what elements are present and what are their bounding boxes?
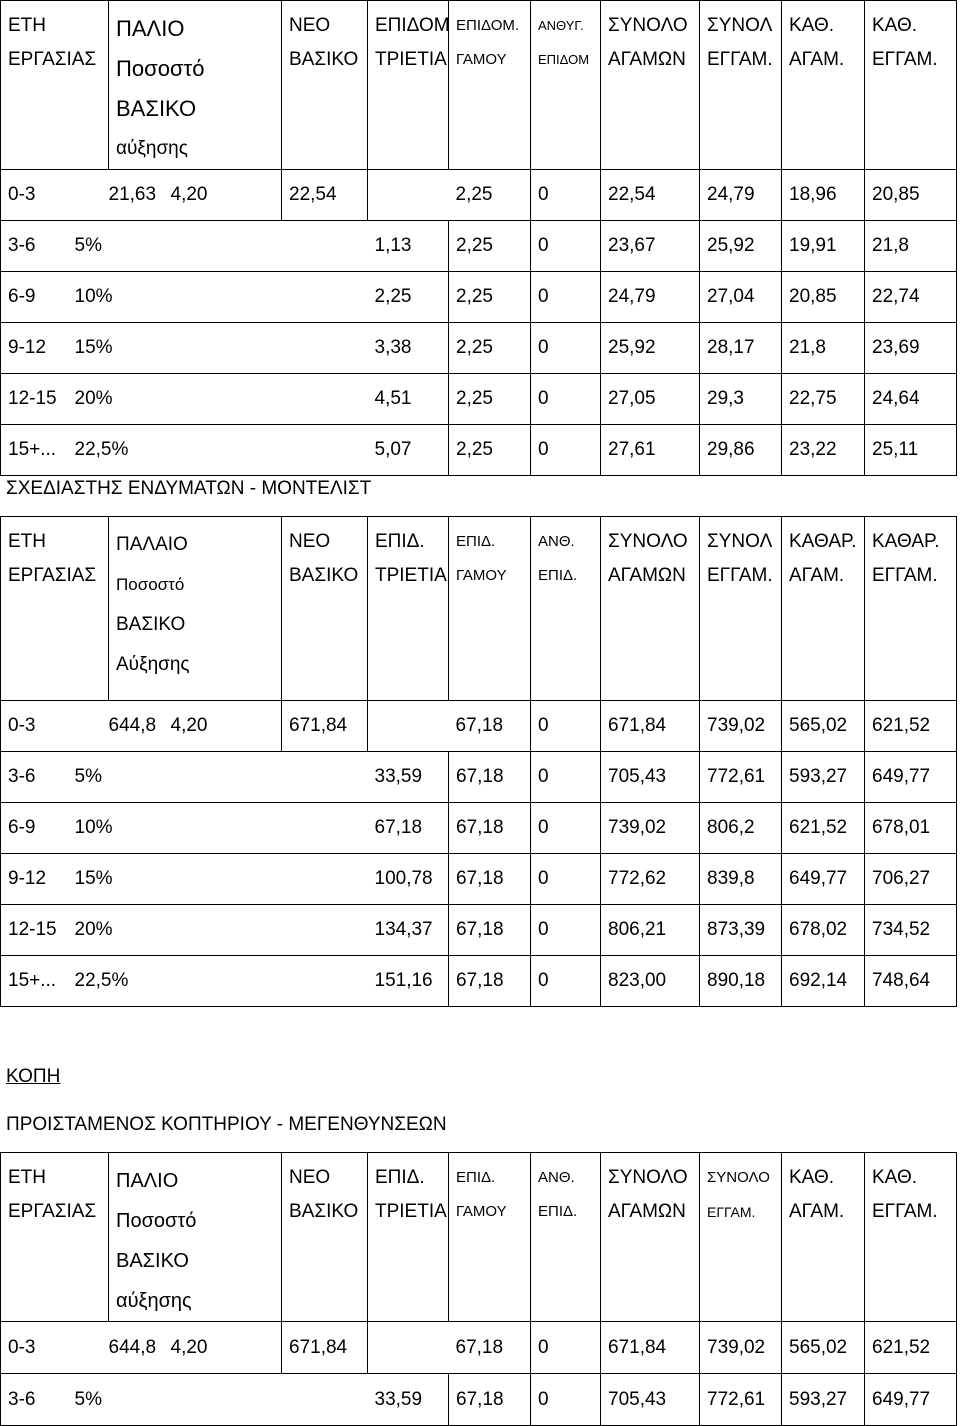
- table-cell: 748,64: [865, 956, 957, 1007]
- table-row: [1, 803, 957, 854]
- table-cell: 2,25: [368, 272, 449, 323]
- table-cell: 25,11: [865, 425, 957, 476]
- table-cell: 823,00: [601, 956, 700, 1007]
- table-cell: [282, 374, 368, 425]
- header-line: Αύξησης: [116, 654, 190, 675]
- table-cell: 15+...: [1, 956, 109, 1007]
- table-cell: 692,14: [782, 956, 865, 1007]
- old-basic-value: 22,5%: [74, 970, 129, 991]
- table-cell: 18,96: [782, 170, 865, 221]
- header-line: ΒΑΣΙΚΟ: [116, 96, 197, 121]
- table-cell: 27,05: [601, 374, 700, 425]
- table-cell: 739,02: [700, 1322, 782, 1374]
- table-cell: 67,18: [449, 752, 531, 803]
- table-cell: 151,16: [368, 956, 449, 1007]
- table-cell: 29,3: [700, 374, 782, 425]
- table-cell: 20,85: [782, 272, 865, 323]
- table-cell: 21,8: [865, 221, 957, 272]
- new-basic-header: [282, 517, 368, 701]
- table-cell: 0: [531, 854, 601, 905]
- table-cell: 0-3: [1, 1322, 109, 1374]
- section-title-kopi: ΚΟΠΗ: [6, 1066, 61, 1087]
- marriage-allowance-header: [449, 1153, 531, 1322]
- section-heading-designer: ΣΧΕΔΙΑΣΤΗΣ ΕΝΔΥΜΑΤΩΝ - ΜΟΝΤΕΛΙΣΤ: [6, 478, 372, 499]
- header-line: Ποσοστό: [116, 56, 205, 81]
- table-row: [1, 854, 957, 905]
- table-cell: 67,18: [449, 803, 531, 854]
- header-line: ΕΓΓΑΜ.: [872, 49, 938, 70]
- table-cell: 67,18: [368, 803, 449, 854]
- header-line: ΚΑΘΑΡ.: [789, 531, 857, 552]
- header-line: ΣΥΝΟΛ: [707, 531, 773, 552]
- old-basic-value: 20%: [74, 388, 113, 409]
- table-cell: 739,02: [601, 803, 700, 854]
- table-cell: 3-6: [1, 1374, 109, 1426]
- table-cell: 706,27: [865, 854, 957, 905]
- table-cell: 0-3: [1, 701, 109, 752]
- years-header: [1, 517, 109, 701]
- header-line: Ποσοστό: [116, 575, 185, 594]
- header-line: ΒΑΣΙΚΟ: [289, 49, 359, 70]
- table-cell: 0: [531, 752, 601, 803]
- header-line: ΓΑΜΟΥ: [456, 51, 507, 68]
- table-cell: 678,02: [782, 905, 865, 956]
- header-line: ΑΓΑΜ.: [789, 1201, 845, 1222]
- header-line: ΕΓΓΑΜ.: [707, 1204, 756, 1220]
- header-line: ΑΓΑΜ.: [789, 565, 845, 586]
- table-cell: 28,17: [700, 323, 782, 374]
- header-line: ΕΠΙΔΟΜ.: [456, 17, 520, 34]
- old-basic-value: 20%: [74, 919, 113, 940]
- header-line: Ποσοστό: [116, 1210, 197, 1232]
- table-cell: 649,77: [865, 752, 957, 803]
- table-row: [1, 374, 957, 425]
- old-basic-value: 15%: [74, 337, 113, 358]
- table-cell: 22,75: [782, 374, 865, 425]
- header-line: ΕΤΗ: [8, 1167, 46, 1188]
- table-cell: 806,21: [601, 905, 700, 956]
- table-cell: 24,64: [865, 374, 957, 425]
- old-basic-cell: [74, 374, 282, 425]
- table-cell: 2,25: [449, 221, 531, 272]
- table-cell: 25,92: [700, 221, 782, 272]
- old-basic-cell: [74, 803, 282, 854]
- trietia-header: [368, 1, 449, 170]
- net-single-header: [782, 1153, 865, 1322]
- table-cell: [282, 956, 368, 1007]
- table-cell: 621,52: [865, 701, 957, 752]
- table-cell: 4,51: [368, 374, 449, 425]
- header-line: ΚΑΘΑΡ.: [872, 531, 940, 552]
- years-header: [1, 1, 109, 170]
- header-line: ΕΤΗ: [8, 15, 46, 36]
- increase-percent-value: 4,20: [170, 1336, 208, 1358]
- old-basic-cell: [109, 701, 282, 752]
- net-single-header: [782, 1, 865, 170]
- header-line: ΚΑΘ.: [872, 15, 918, 36]
- old-basic-value: 5%: [74, 766, 102, 787]
- table-cell: 23,67: [601, 221, 700, 272]
- header-line: ΣΥΝΟΛΟ: [608, 15, 688, 36]
- header-line: ΕΠΙΔ.: [456, 533, 496, 550]
- old-basic-cell: [74, 1374, 282, 1426]
- table-cell: 22,74: [865, 272, 957, 323]
- header-line: ΕΡΓΑΣΙΑΣ: [8, 565, 97, 586]
- old-basic-value: 644,8: [108, 1336, 157, 1358]
- table-cell: 0: [531, 425, 601, 476]
- table-cell: 33,59: [368, 1374, 449, 1426]
- total-married-header: [700, 517, 782, 701]
- table-cell: [368, 1322, 449, 1374]
- table-cell: 67,18: [449, 956, 531, 1007]
- unhealthy-allowance-header: [531, 1, 601, 170]
- table-cell: 27,04: [700, 272, 782, 323]
- table-cell: 33,59: [368, 752, 449, 803]
- table-cell: [368, 701, 449, 752]
- header-line: ΑΝΘ.: [538, 533, 575, 550]
- header-line: ΣΥΝΟΛΟ: [608, 1167, 688, 1188]
- header-line: ΒΑΣΙΚΟ: [116, 614, 186, 635]
- header-line: ΒΑΣΙΚΟ: [116, 1250, 189, 1272]
- table-cell: 772,62: [601, 854, 700, 905]
- table-cell: 22,54: [282, 170, 368, 221]
- header-line: ΠΑΛΙΟ: [116, 16, 185, 41]
- old-basic-header: [109, 1153, 282, 1322]
- table-cell: 15+...: [1, 425, 109, 476]
- increase-percent-value: 4,20: [170, 184, 208, 205]
- header-line: ΚΑΘ.: [789, 15, 835, 36]
- new-basic-header: [282, 1, 368, 170]
- section-heading-cutting-supervisor: ΠΡΟΙΣΤΑΜΕΝΟΣ ΚΟΠΤΗΡΙΟΥ - ΜΕΓΕΝΘΥΝΣΕΩΝ: [6, 1114, 447, 1135]
- table-cell: [282, 905, 368, 956]
- header-line: ΑΓΑΜΩΝ: [608, 565, 686, 586]
- table-cell: 649,77: [865, 1374, 957, 1426]
- table-cell: 0: [531, 170, 601, 221]
- header-line: αύξησης: [116, 1290, 192, 1312]
- header-line: ΑΝΘ.: [538, 1169, 575, 1186]
- table-cell: 2,25: [449, 323, 531, 374]
- old-basic-value: 10%: [74, 817, 113, 838]
- table-row: [1, 1322, 957, 1374]
- table-cell: 67,18: [449, 854, 531, 905]
- increase-percent-value: 4,20: [170, 715, 208, 736]
- table-row: [1, 905, 957, 956]
- table-cell: [282, 854, 368, 905]
- header-line: ΕΓΓΑΜ.: [872, 1201, 938, 1222]
- header-line: ΕΠΙΔΟΜ: [375, 15, 450, 36]
- salary-table-2: [0, 516, 957, 1007]
- table-cell: 593,27: [782, 752, 865, 803]
- header-line: ΕΓΓΑΜ.: [707, 49, 773, 70]
- table-row: [1, 701, 957, 752]
- table-cell: 67,18: [449, 1374, 531, 1426]
- table-cell: 9-12: [1, 854, 109, 905]
- header-line: ΕΠΙΔ.: [375, 531, 425, 552]
- old-basic-value: 21,63: [108, 184, 157, 205]
- table-cell: 1,13: [368, 221, 449, 272]
- new-basic-header: [282, 1153, 368, 1322]
- header-line: ΤΡΙΕΤΙΑ: [375, 565, 447, 586]
- old-basic-cell: [74, 752, 282, 803]
- table-cell: 23,69: [865, 323, 957, 374]
- table-cell: 5,07: [368, 425, 449, 476]
- old-basic-value: 5%: [74, 235, 102, 256]
- header-line: ΓΑΜΟΥ: [456, 1203, 507, 1220]
- table-cell: 671,84: [282, 1322, 368, 1374]
- header-line: ΑΓΑΜ.: [789, 49, 845, 70]
- table-row: [1, 170, 957, 221]
- header-line: ΑΝΘΥΓ.: [538, 18, 584, 33]
- old-basic-value: 22,5%: [74, 439, 129, 460]
- old-basic-cell: [109, 170, 282, 221]
- table-cell: 23,22: [782, 425, 865, 476]
- header-line: ΕΡΓΑΣΙΑΣ: [8, 49, 97, 70]
- table-row: [1, 1374, 957, 1426]
- table-cell: [282, 752, 368, 803]
- header-line: ΚΑΘ.: [872, 1167, 918, 1188]
- marriage-allowance-header: [449, 1, 531, 170]
- header-line: ΤΡΙΕΤΙΑ: [375, 1201, 447, 1222]
- table-cell: [282, 221, 368, 272]
- table-cell: 0: [531, 1374, 601, 1426]
- old-basic-value: 15%: [74, 868, 113, 889]
- table-header-row: [1, 1153, 957, 1322]
- table-cell: [282, 803, 368, 854]
- net-single-header: [782, 517, 865, 701]
- table-cell: 22,54: [601, 170, 700, 221]
- table-cell: 565,02: [782, 1322, 865, 1374]
- table-cell: 705,43: [601, 1374, 700, 1426]
- net-married-header: [865, 517, 957, 701]
- table-cell: 2,25: [449, 170, 531, 221]
- header-line: ΠΑΛΑΙΟ: [116, 534, 188, 555]
- table-cell: [282, 323, 368, 374]
- salary-table-1: [0, 0, 957, 476]
- table-cell: 3-6: [1, 752, 109, 803]
- table-cell: 565,02: [782, 701, 865, 752]
- table-cell: 2,25: [449, 374, 531, 425]
- table-cell: 890,18: [700, 956, 782, 1007]
- table-cell: 3,38: [368, 323, 449, 374]
- old-basic-header: [109, 1, 282, 170]
- header-line: ΠΑΛΙΟ: [116, 1170, 179, 1192]
- table-header-row: [1, 517, 957, 701]
- table-cell: 734,52: [865, 905, 957, 956]
- table-cell: 20,85: [865, 170, 957, 221]
- header-line: ΣΥΝΟΛ: [707, 15, 773, 36]
- table-cell: 67,18: [449, 1322, 531, 1374]
- header-line: ΕΓΓΑΜ.: [872, 565, 938, 586]
- table-cell: 671,84: [601, 1322, 700, 1374]
- header-line: ΣΥΝΟΛΟ: [707, 1169, 770, 1186]
- table-cell: 772,61: [700, 752, 782, 803]
- table-cell: 0: [531, 701, 601, 752]
- marriage-allowance-header: [449, 517, 531, 701]
- table-cell: 593,27: [782, 1374, 865, 1426]
- table-cell: 671,84: [282, 701, 368, 752]
- header-line: ΕΠΙΔΟΜ: [538, 52, 590, 67]
- table-cell: 2,25: [449, 272, 531, 323]
- table-row: [1, 221, 957, 272]
- table-cell: 6-9: [1, 272, 109, 323]
- table-cell: 0: [531, 905, 601, 956]
- old-basic-cell: [74, 425, 282, 476]
- trietia-header: [368, 1153, 449, 1322]
- table-cell: 67,18: [449, 905, 531, 956]
- table-row: [1, 956, 957, 1007]
- old-basic-cell: [109, 1322, 282, 1374]
- old-basic-cell: [74, 221, 282, 272]
- total-married-header: [700, 1, 782, 170]
- old-basic-cell: [74, 272, 282, 323]
- header-line: ΕΠΙΔ.: [456, 1169, 496, 1186]
- table-cell: 671,84: [601, 701, 700, 752]
- salary-table-3: [0, 1152, 957, 1426]
- table-cell: 839,8: [700, 854, 782, 905]
- old-basic-value: 5%: [74, 1388, 102, 1410]
- table-cell: 21,8: [782, 323, 865, 374]
- table-cell: 12-15: [1, 905, 109, 956]
- old-basic-cell: [74, 956, 282, 1007]
- table-row: [1, 425, 957, 476]
- header-line: ΕΤΗ: [8, 531, 46, 552]
- years-header: [1, 1153, 109, 1322]
- table-cell: 100,78: [368, 854, 449, 905]
- table-cell: 0: [531, 374, 601, 425]
- table-header-row: [1, 1, 957, 170]
- table-cell: 705,43: [601, 752, 700, 803]
- table-cell: 649,77: [782, 854, 865, 905]
- total-single-header: [601, 517, 700, 701]
- table-cell: 0: [531, 1322, 601, 1374]
- old-basic-cell: [74, 905, 282, 956]
- table-cell: 0: [531, 803, 601, 854]
- table-cell: 27,61: [601, 425, 700, 476]
- old-basic-cell: [74, 323, 282, 374]
- table-cell: 621,52: [782, 803, 865, 854]
- header-line: ΝΕΟ: [289, 1167, 331, 1188]
- trietia-header: [368, 517, 449, 701]
- header-line: ΒΑΣΙΚΟ: [289, 1201, 359, 1222]
- table-cell: 873,39: [700, 905, 782, 956]
- table-cell: 12-15: [1, 374, 109, 425]
- table-cell: 67,18: [449, 701, 531, 752]
- table-cell: 0-3: [1, 170, 109, 221]
- table-cell: 29,86: [700, 425, 782, 476]
- header-line: ΚΑΘ.: [789, 1167, 835, 1188]
- table-row: [1, 272, 957, 323]
- table-cell: 739,02: [700, 701, 782, 752]
- header-line: ΑΓΑΜΩΝ: [608, 1201, 686, 1222]
- table-cell: 2,25: [449, 425, 531, 476]
- header-line: αύξησης: [116, 138, 188, 159]
- header-line: ΝΕΟ: [289, 531, 331, 552]
- header-line: ΕΠΙΔ.: [538, 567, 578, 584]
- net-married-header: [865, 1153, 957, 1322]
- header-line: ΕΠΙΔ.: [538, 1203, 578, 1220]
- table-cell: [282, 1374, 368, 1426]
- header-line: ΝΕΟ: [289, 15, 331, 36]
- table-cell: 621,52: [865, 1322, 957, 1374]
- old-basic-value: 644,8: [108, 715, 157, 736]
- old-basic-header: [109, 517, 282, 701]
- old-basic-value: 10%: [74, 286, 113, 307]
- table-cell: 134,37: [368, 905, 449, 956]
- table-cell: 0: [531, 272, 601, 323]
- header-line: ΤΡΙΕΤΙΑ: [375, 49, 447, 70]
- net-married-header: [865, 1, 957, 170]
- table-cell: 25,92: [601, 323, 700, 374]
- table-cell: 3-6: [1, 221, 109, 272]
- header-line: ΕΠΙΔ.: [375, 1167, 425, 1188]
- header-line: ΒΑΣΙΚΟ: [289, 565, 359, 586]
- header-line: ΑΓΑΜΩΝ: [608, 49, 686, 70]
- table-row: [1, 752, 957, 803]
- total-single-header: [601, 1153, 700, 1322]
- unhealthy-allowance-header: [531, 1153, 601, 1322]
- old-basic-cell: [74, 854, 282, 905]
- table-cell: 0: [531, 221, 601, 272]
- table-cell: 0: [531, 956, 601, 1007]
- table-cell: 0: [531, 323, 601, 374]
- header-line: ΕΓΓΑΜ.: [707, 565, 773, 586]
- total-single-header: [601, 1, 700, 170]
- unhealthy-allowance-header: [531, 517, 601, 701]
- header-line: ΕΡΓΑΣΙΑΣ: [8, 1201, 97, 1222]
- table-cell: [282, 272, 368, 323]
- table-cell: 9-12: [1, 323, 109, 374]
- table-cell: 772,61: [700, 1374, 782, 1426]
- table-cell: [368, 170, 449, 221]
- table-cell: 678,01: [865, 803, 957, 854]
- table-cell: 806,2: [700, 803, 782, 854]
- table-cell: 24,79: [700, 170, 782, 221]
- table-cell: [282, 425, 368, 476]
- header-line: ΓΑΜΟΥ: [456, 567, 507, 584]
- table-row: [1, 323, 957, 374]
- total-married-header: [700, 1153, 782, 1322]
- table-cell: 24,79: [601, 272, 700, 323]
- table-cell: 6-9: [1, 803, 109, 854]
- table-cell: 19,91: [782, 221, 865, 272]
- header-line: ΣΥΝΟΛΟ: [608, 531, 688, 552]
